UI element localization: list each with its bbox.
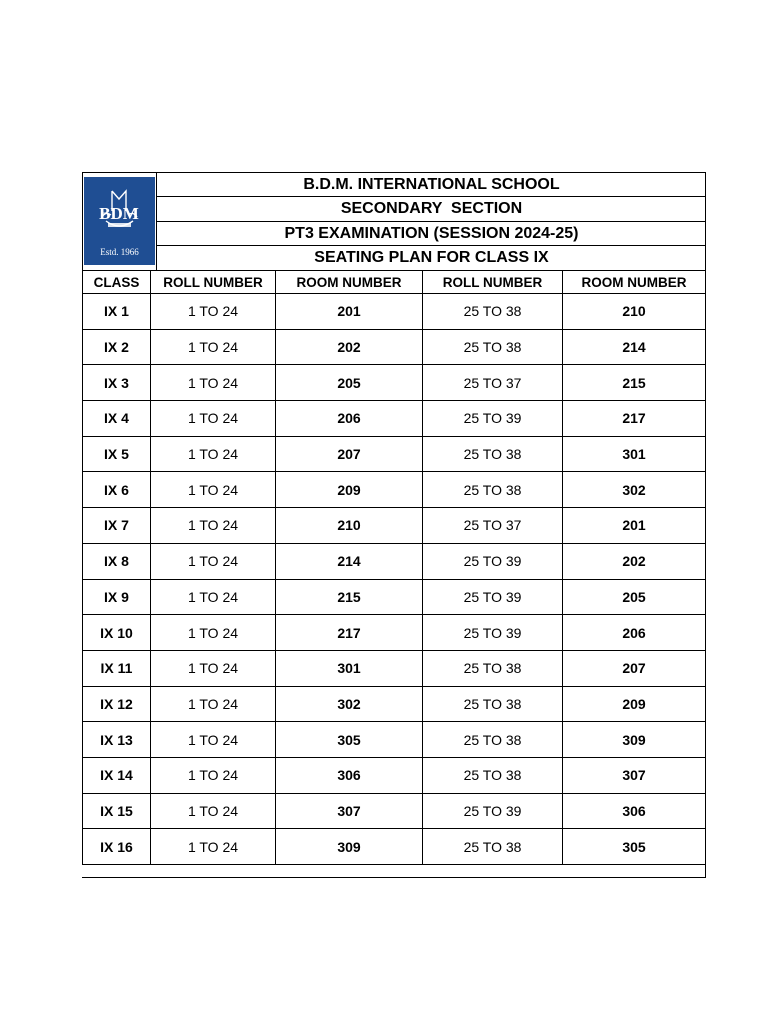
table-row	[83, 686, 706, 722]
column-header-roll-number-1: ROLL NUMBER	[151, 271, 276, 294]
roll-number-cell: 1 TO 24	[151, 615, 276, 651]
roll-number-cell: 25 TO 39	[423, 579, 563, 615]
roll-number-cell: 25 TO 39	[423, 401, 563, 437]
table-row	[83, 294, 706, 330]
room-number-cell: 206	[563, 615, 706, 651]
school-name: B.D.M. INTERNATIONAL SCHOOL	[157, 173, 706, 197]
roll-number-cell: 1 TO 24	[151, 329, 276, 365]
room-number-cell: 307	[563, 757, 706, 793]
roll-number-cell: 25 TO 37	[423, 508, 563, 544]
roll-number-cell: 25 TO 38	[423, 294, 563, 330]
table-row	[83, 365, 706, 401]
room-number-cell: 206	[276, 401, 423, 437]
roll-number-cell: 25 TO 38	[423, 686, 563, 722]
title-rows	[156, 173, 706, 270]
roll-number-cell: 25 TO 39	[423, 615, 563, 651]
header-block	[82, 172, 705, 270]
room-number-cell: 214	[563, 329, 706, 365]
logo-cell	[83, 173, 156, 270]
class-cell: IX 15	[83, 793, 151, 829]
class-cell: IX 9	[83, 579, 151, 615]
roll-number-cell: 25 TO 38	[423, 757, 563, 793]
roll-number-cell: 1 TO 24	[151, 650, 276, 686]
table-row	[83, 436, 706, 472]
room-number-cell: 301	[276, 650, 423, 686]
table-row	[83, 722, 706, 758]
room-number-cell: 205	[563, 579, 706, 615]
class-cell: IX 11	[83, 650, 151, 686]
seating-table	[82, 270, 706, 865]
room-number-cell: 307	[276, 793, 423, 829]
room-number-cell: 202	[563, 543, 706, 579]
table-row	[83, 401, 706, 437]
room-number-cell: 302	[276, 686, 423, 722]
class-cell: IX 2	[83, 329, 151, 365]
roll-number-cell: 25 TO 38	[423, 650, 563, 686]
exam-title: PT3 EXAMINATION (SESSION 2024-25)	[157, 222, 706, 246]
room-number-cell: 305	[276, 722, 423, 758]
class-cell: IX 5	[83, 436, 151, 472]
room-number-cell: 207	[276, 436, 423, 472]
roll-number-cell: 25 TO 37	[423, 365, 563, 401]
table-row	[83, 650, 706, 686]
class-cell: IX 13	[83, 722, 151, 758]
plan-title: SEATING PLAN FOR CLASS IX	[314, 248, 549, 266]
table-row	[83, 472, 706, 508]
room-number-cell: 309	[276, 829, 423, 865]
room-number-cell: 217	[276, 615, 423, 651]
roll-number-cell: 1 TO 24	[151, 543, 276, 579]
school-logo	[84, 177, 155, 265]
room-number-cell: 301	[563, 436, 706, 472]
bdm-monogram-icon	[84, 177, 155, 247]
roll-number-cell: 25 TO 38	[423, 329, 563, 365]
table-row	[83, 615, 706, 651]
class-cell: IX 6	[83, 472, 151, 508]
room-number-cell: 215	[276, 579, 423, 615]
roll-number-cell: 1 TO 24	[151, 365, 276, 401]
seating-plan-sheet	[82, 172, 706, 878]
class-cell: IX 10	[83, 615, 151, 651]
logo-monogram-text: BDM	[99, 204, 139, 223]
roll-number-cell: 25 TO 38	[423, 829, 563, 865]
room-number-cell: 207	[563, 650, 706, 686]
class-cell: IX 8	[83, 543, 151, 579]
room-number-cell: 209	[276, 472, 423, 508]
room-number-cell: 210	[563, 294, 706, 330]
class-cell: IX 3	[83, 365, 151, 401]
roll-number-cell: 1 TO 24	[151, 508, 276, 544]
roll-number-cell: 1 TO 24	[151, 401, 276, 437]
table-body	[83, 294, 706, 865]
section-name: SECONDARY SECTION	[157, 197, 706, 221]
roll-number-cell: 1 TO 24	[151, 579, 276, 615]
table-row	[83, 329, 706, 365]
roll-number-cell: 1 TO 24	[151, 757, 276, 793]
room-number-cell: 217	[563, 401, 706, 437]
column-header-roll-number-2: ROLL NUMBER	[423, 271, 563, 294]
logo-estd-text: Estd. 1966	[100, 247, 139, 257]
room-number-cell: 306	[563, 793, 706, 829]
room-number-cell: 305	[563, 829, 706, 865]
roll-number-cell: 1 TO 24	[151, 472, 276, 508]
roll-number-cell: 25 TO 39	[423, 543, 563, 579]
room-number-cell: 209	[563, 686, 706, 722]
roll-number-cell: 1 TO 24	[151, 686, 276, 722]
column-header-room-number-2: ROOM NUMBER	[563, 271, 706, 294]
room-number-cell: 201	[276, 294, 423, 330]
class-cell: IX 4	[83, 401, 151, 437]
roll-number-cell: 25 TO 39	[423, 793, 563, 829]
class-cell: IX 1	[83, 294, 151, 330]
class-cell: IX 16	[83, 829, 151, 865]
room-number-cell: 210	[276, 508, 423, 544]
table-row	[83, 543, 706, 579]
roll-number-cell: 25 TO 38	[423, 472, 563, 508]
class-cell: IX 12	[83, 686, 151, 722]
table-row	[83, 829, 706, 865]
room-number-cell: 201	[563, 508, 706, 544]
roll-number-cell: 1 TO 24	[151, 436, 276, 472]
roll-number-cell: 25 TO 38	[423, 436, 563, 472]
table-header-row	[83, 271, 706, 294]
room-number-cell: 205	[276, 365, 423, 401]
table-row	[83, 579, 706, 615]
roll-number-cell: 25 TO 38	[423, 722, 563, 758]
room-number-cell: 306	[276, 757, 423, 793]
class-cell: IX 7	[83, 508, 151, 544]
roll-number-cell: 1 TO 24	[151, 793, 276, 829]
table-row	[83, 508, 706, 544]
roll-number-cell: 1 TO 24	[151, 294, 276, 330]
room-number-cell: 215	[563, 365, 706, 401]
roll-number-cell: 1 TO 24	[151, 722, 276, 758]
room-number-cell: 214	[276, 543, 423, 579]
class-cell: IX 14	[83, 757, 151, 793]
column-header-class: CLASS	[83, 271, 151, 294]
column-header-room-number-1: ROOM NUMBER	[276, 271, 423, 294]
room-number-cell: 202	[276, 329, 423, 365]
table-row	[83, 757, 706, 793]
roll-number-cell: 1 TO 24	[151, 829, 276, 865]
room-number-cell: 302	[563, 472, 706, 508]
room-number-cell: 309	[563, 722, 706, 758]
table-row	[83, 793, 706, 829]
